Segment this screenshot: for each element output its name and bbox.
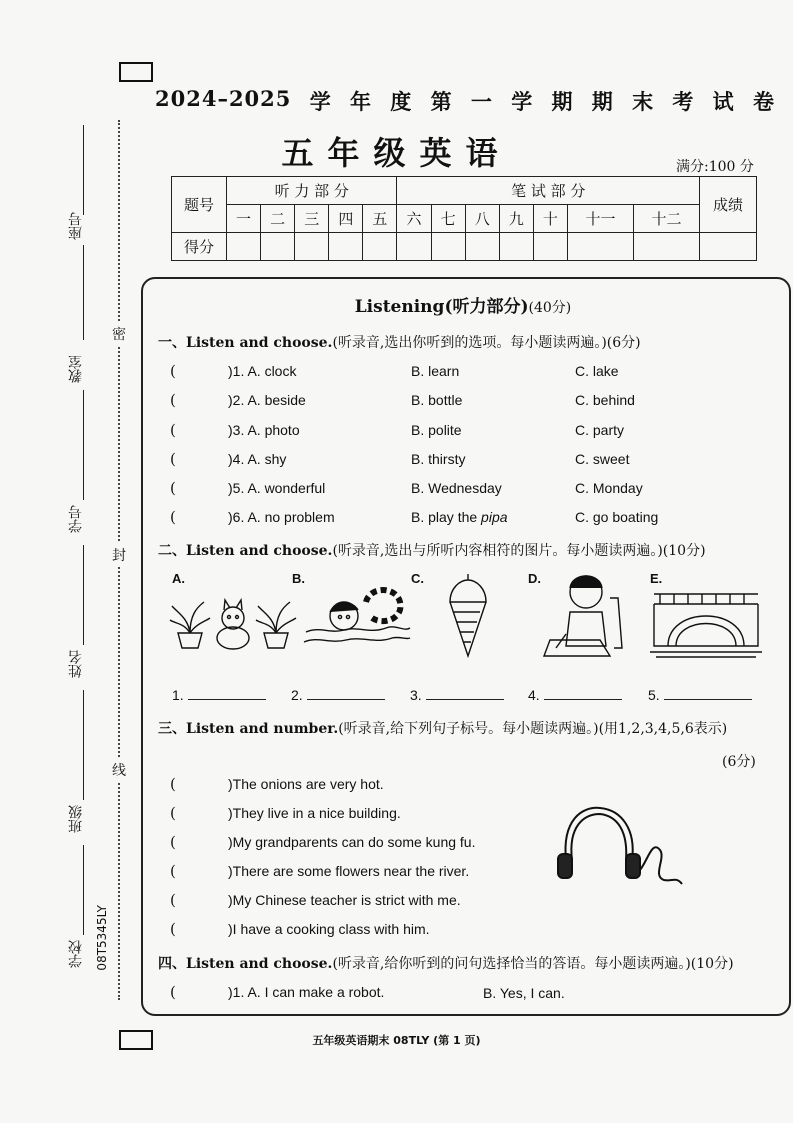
answer-blank-2[interactable]: 2. <box>291 687 385 703</box>
answer-blank-4[interactable]: 4. <box>528 687 622 703</box>
option-a[interactable]: )1. A. clock <box>228 363 297 379</box>
sentence-item[interactable]: )They live in a nice building. <box>228 805 401 821</box>
score-table: 题号 听 力 部 分 笔 试 部 分 成绩 一 二 三 四 五 六 七 八 九 十 十一 十二 得分 <box>171 176 757 261</box>
option-c[interactable]: C. go boating <box>575 509 659 525</box>
seal-mark-2: 封 <box>112 543 126 567</box>
picture-b-label: B. <box>292 571 305 586</box>
score-cell[interactable] <box>397 233 431 261</box>
option-c[interactable]: C. sweet <box>575 451 630 467</box>
option-a[interactable]: )5. A. wonderful <box>228 480 326 496</box>
picture-a-label: A. <box>172 571 185 586</box>
name-line[interactable] <box>83 545 84 645</box>
option-b[interactable]: B. bottle <box>411 392 463 408</box>
option-a[interactable]: )6. A. no problem <box>228 509 335 525</box>
option-c[interactable]: C. party <box>575 422 625 438</box>
score-cell[interactable] <box>567 233 633 261</box>
section-3-heading: 三、Listen and number.(听录音,给下列句子标号。每小题读两遍。)(用1,2,3,4,5,6表示) <box>158 721 728 737</box>
section-4-heading: 四、Listen and choose.(听录音,给你听到的问句选择恰当的答语。每小题读两遍。)(10分) <box>158 956 734 972</box>
score-cell[interactable] <box>465 233 499 261</box>
school-line[interactable] <box>83 845 84 935</box>
class-label: 班级 <box>68 805 84 833</box>
sentence-item[interactable]: )There are some flowers near the river. <box>228 863 470 879</box>
result-label: 成绩 <box>700 177 757 233</box>
seal-mark-1: 密 <box>112 322 126 346</box>
seal-mark-3: 线 <box>112 758 126 782</box>
school-label: 学校 <box>68 940 84 968</box>
option-b[interactable]: B. polite <box>411 422 462 438</box>
classroom-label: 教室 <box>68 355 84 383</box>
answer-blank-3[interactable]: 3. <box>410 687 504 703</box>
paper-code: 08T5345LY <box>95 905 109 971</box>
ice-cream-image[interactable] <box>446 572 490 658</box>
section-2-heading: 二、Listen and choose.(听录音,选出与所听内容相符的图片。每小题读两遍。)(10分) <box>158 543 706 559</box>
option-a[interactable]: )4. A. shy <box>228 451 287 467</box>
score-row-label: 得分 <box>172 233 227 261</box>
section-1-heading: 一、Listen and choose.(听录音,选出你听到的选项。每小题读两遍。)(6分) <box>158 335 641 351</box>
score-cell[interactable] <box>295 233 329 261</box>
name-label: 姓名 <box>68 650 84 678</box>
option-b[interactable]: B. learn <box>411 363 460 379</box>
question-number-label: 题号 <box>172 177 227 233</box>
answer-blank-5[interactable]: 5. <box>648 687 752 703</box>
score-cell[interactable] <box>431 233 465 261</box>
score-cell[interactable] <box>329 233 363 261</box>
plants-and-cat-image[interactable] <box>168 588 298 653</box>
sentence-item[interactable]: )My Chinese teacher is strict with me. <box>228 892 461 908</box>
picture-d-label: D. <box>528 571 541 586</box>
bridge-image[interactable] <box>650 580 762 660</box>
answer-blank-1[interactable]: 1. <box>172 687 266 703</box>
seat-line[interactable] <box>83 125 84 215</box>
score-cell[interactable] <box>363 233 397 261</box>
option-b[interactable]: B. thirsty <box>411 451 466 467</box>
student-no-label: 学号 <box>68 505 84 533</box>
option-c[interactable]: C. behind <box>575 392 635 408</box>
picture-e-label: E. <box>650 571 663 586</box>
score-cell[interactable] <box>533 233 567 261</box>
sentence-item[interactable]: )The onions are very hot. <box>228 776 384 792</box>
class-line[interactable] <box>83 690 84 800</box>
option-a[interactable]: )2. A. beside <box>228 392 306 408</box>
exam-year: 2024–2025 <box>155 86 292 111</box>
option-c[interactable]: C. lake <box>575 363 619 379</box>
score-cell[interactable] <box>633 233 699 261</box>
listening-part-label: 听 力 部 分 <box>227 177 397 205</box>
corner-mark-top <box>119 62 153 82</box>
listening-heading: Listening(听力部分)(40分) <box>354 297 572 317</box>
score-cell[interactable] <box>261 233 295 261</box>
student-no-line[interactable] <box>83 390 84 500</box>
headphones-icon <box>552 800 687 895</box>
total-score-cell[interactable] <box>700 233 757 261</box>
written-part-label: 笔 试 部 分 <box>397 177 700 205</box>
option-a[interactable]: )1. A. I can make a robot. <box>228 984 385 1000</box>
option-b[interactable]: B. play the pipa <box>411 509 508 525</box>
page-footer: 五年级英语期末 08TLY (第 1 页) <box>312 1034 481 1047</box>
section-3-score: (6分) <box>722 754 756 770</box>
option-a[interactable]: )3. A. photo <box>228 422 300 438</box>
page-title: 五年级英语 <box>281 134 512 172</box>
score-cell[interactable] <box>227 233 261 261</box>
boy-writing-image[interactable] <box>540 568 630 660</box>
sentence-item[interactable]: )I have a cooking class with him. <box>228 921 430 937</box>
sentence-item[interactable]: )My grandparents can do some kung fu. <box>228 834 476 850</box>
seat-label: 座号 <box>68 212 84 240</box>
exam-term-title: 2024–2025 学 年 度 第 一 学 期 期 末 考 试 卷 <box>155 86 775 114</box>
option-c[interactable]: C. Monday <box>575 480 643 496</box>
swimming-image[interactable] <box>300 582 412 654</box>
option-b[interactable]: B. Wednesday <box>411 480 502 496</box>
score-cell[interactable] <box>499 233 533 261</box>
option-b[interactable]: B. Yes, I can. <box>483 985 565 1001</box>
picture-c-label: C. <box>411 571 424 586</box>
full-score: 满分:100 分 <box>676 159 754 175</box>
